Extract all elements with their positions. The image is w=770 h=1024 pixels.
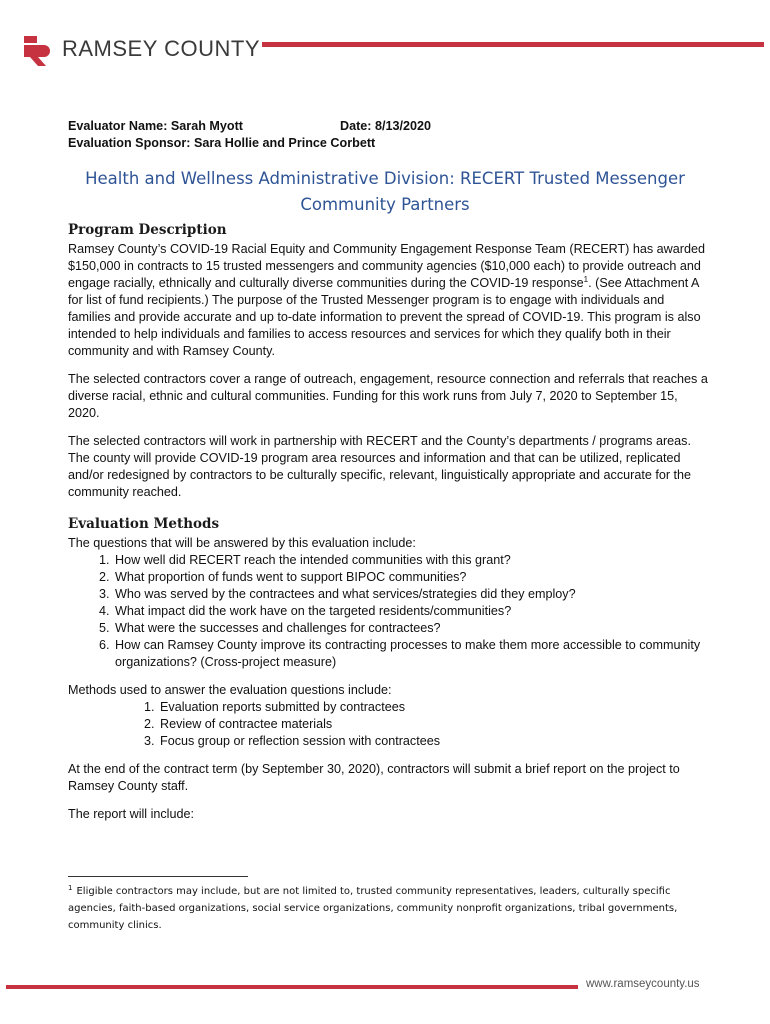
document-title: Health and Wellness Administrative Division: RECERT Trusted Messenger Community Partners — [85, 169, 685, 214]
evaluation-methods-heading: Evaluation Methods — [68, 516, 220, 532]
program-paragraph-1-text-b: . (See Attachment A for list of fund recipients.) The purpose of the Trusted Messenger program is to engage with individuals and families and provide accurate and up to-date information to prevent the spread of COVID-19. This program is also intended to help individuals and families to access resources and services for which they qualify both in their community and with Ramsey County. — [68, 276, 701, 358]
evaluation-sponsor: Evaluation Sponsor: Sara Hollie and Prince Corbett — [68, 136, 376, 150]
footnote-divider — [68, 876, 248, 877]
list-item: 2. Review of contractee materials — [158, 716, 708, 733]
program-paragraph-1-text-a: Ramsey County’s COVID-19 Racial Equity and Community Engagement Response Team (RECERT) has awarded $150,000 in contracts to 15 trusted messengers and community agencies ($10,000 each) to provide outreach and engage racially, ethnically and culturally diverse communities during the COVID-19 response — [68, 242, 705, 290]
closing-paragraph: At the end of the contract term (by September 30, 2020), contractors will submit a brief report on the project to Ramsey County staff. — [68, 762, 680, 793]
program-paragraph-2: The selected contractors cover a range of outreach, engagement, resource connection and referrals that reaches a diverse racial, ethnic and cultural communities. Funding for this work runs from July 7, 2020 to September 15, 2020. — [68, 372, 708, 420]
footnote-text: Eligible contractors may include, but are not limited to, trusted community representatives, leaders, culturally specific agencies, faith-based organizations, social service organizations, community nonprofit organizations, tribal governments, community clinics. — [68, 886, 678, 931]
ramsey-county-logo — [24, 36, 264, 66]
ramsey-county-logo-mark-icon — [24, 36, 56, 66]
footer-rule — [6, 985, 578, 989]
evaluation-date: Date: 8/13/2020 — [340, 119, 432, 133]
list-item: 3. Focus group or reflection session with contractees — [158, 733, 708, 750]
evaluation-questions-intro: The questions that will be answered by this evaluation include: — [68, 536, 416, 550]
list-item: 4. What impact did the work have on the targeted residents/communities? — [113, 603, 708, 620]
footnote — [68, 883, 708, 934]
document-body — [68, 222, 708, 834]
header-rule — [262, 42, 764, 47]
list-item: 2. What proportion of funds went to support BIPOC communities? — [113, 569, 708, 586]
evaluator-name: Evaluator Name: Sarah Myott — [68, 119, 243, 133]
program-paragraph-1 — [68, 241, 708, 360]
footnote-number: 1 — [68, 883, 73, 892]
footer-url-link[interactable]: www.ramseycounty.us — [586, 978, 700, 990]
report-intro: The report will include: — [68, 807, 194, 821]
program-description-heading: Program Description — [68, 222, 227, 238]
evaluation-meta — [68, 118, 432, 152]
methods-list — [68, 699, 708, 750]
program-paragraph-3: The selected contractors will work in partnership with RECERT and the County’s departments / programs areas. The county will provide COVID-19 program area resources and information and that can be utilized, replicated and/or redesigned by contractors to be culturally specific, relevant, linguistically appropriate and accurate for the community reached. — [68, 434, 692, 499]
list-item: 5. What were the successes and challenges for contractees? — [113, 620, 708, 637]
list-item: 1. How well did RECERT reach the intended communities with this grant? — [113, 552, 708, 569]
methods-intro: Methods used to answer the evaluation questions include: — [68, 683, 392, 697]
list-item: 1. Evaluation reports submitted by contractees — [158, 699, 708, 716]
footnote-ref[interactable]: 1 — [583, 274, 589, 284]
org-name: RAMSEY COUNTY — [62, 36, 261, 61]
list-item: 6. How can Ramsey County improve its contracting processes to make them more accessible to community organizations? (Cross-project measure) — [113, 637, 708, 671]
list-item: 3. Who was served by the contractees and what services/strategies did they employ? — [113, 586, 708, 603]
evaluation-questions-list — [68, 552, 708, 671]
